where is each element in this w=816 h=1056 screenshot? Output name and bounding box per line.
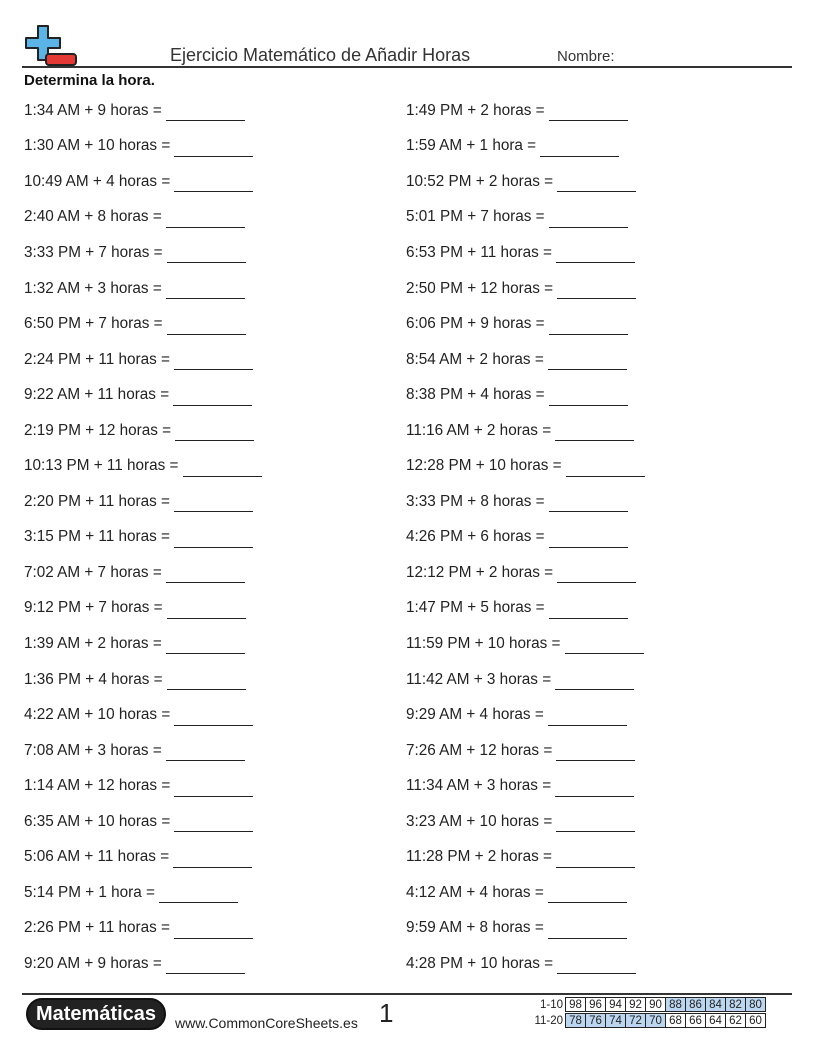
problem-item bbox=[406, 306, 645, 342]
answer-blank[interactable] bbox=[167, 320, 246, 335]
problem-text: 3:23 AM + 10 horas = bbox=[406, 812, 553, 830]
answer-blank[interactable] bbox=[549, 391, 628, 406]
problem-text: 2:24 PM + 11 horas = bbox=[24, 350, 170, 368]
problem-item bbox=[24, 839, 262, 875]
answer-blank[interactable] bbox=[548, 355, 627, 370]
answer-blank[interactable] bbox=[548, 711, 627, 726]
score-cell: 90 bbox=[645, 997, 666, 1012]
score-cell: 68 bbox=[665, 1013, 686, 1028]
answer-blank[interactable] bbox=[166, 213, 245, 228]
score-cell: 64 bbox=[705, 1013, 726, 1028]
problem-text: 11:42 AM + 3 horas = bbox=[406, 670, 552, 688]
problem-text: 3:15 PM + 11 horas = bbox=[24, 528, 170, 546]
problem-item bbox=[406, 733, 645, 769]
score-row-label: 1-10 bbox=[539, 998, 563, 1011]
problem-text: 2:20 PM + 11 horas = bbox=[24, 492, 170, 510]
problem-text: 11:59 PM + 10 horas = bbox=[406, 634, 561, 652]
problem-item bbox=[406, 946, 645, 982]
problem-text: 7:02 AM + 7 horas = bbox=[24, 563, 162, 581]
problem-item bbox=[406, 697, 645, 733]
problem-item bbox=[24, 591, 262, 627]
problem-text: 1:34 AM + 9 horas = bbox=[24, 101, 162, 119]
problem-text: 2:40 AM + 8 horas = bbox=[24, 208, 162, 226]
answer-blank[interactable] bbox=[557, 284, 636, 299]
problem-item bbox=[24, 911, 262, 947]
answer-blank[interactable] bbox=[549, 320, 628, 335]
problem-item bbox=[24, 377, 262, 413]
problem-item bbox=[24, 484, 262, 520]
answer-blank[interactable] bbox=[167, 248, 246, 263]
problem-item bbox=[406, 93, 645, 129]
answer-blank[interactable] bbox=[174, 497, 253, 512]
problem-item bbox=[24, 733, 262, 769]
score-cell: 94 bbox=[605, 997, 626, 1012]
problem-item bbox=[406, 164, 645, 200]
score-cell: 80 bbox=[745, 997, 766, 1012]
score-cell: 62 bbox=[725, 1013, 746, 1028]
problem-item bbox=[24, 768, 262, 804]
answer-blank[interactable] bbox=[166, 746, 245, 761]
answer-blank[interactable] bbox=[555, 675, 634, 690]
score-row-label: 11-20 bbox=[534, 1014, 563, 1027]
answer-blank[interactable] bbox=[555, 782, 634, 797]
problem-text: 8:38 PM + 4 horas = bbox=[406, 386, 545, 404]
problem-item bbox=[406, 555, 645, 591]
problem-text: 6:06 PM + 9 horas = bbox=[406, 315, 545, 333]
problem-item bbox=[24, 804, 262, 840]
site-url: www.CommonCoreSheets.es bbox=[175, 1015, 358, 1031]
answer-blank[interactable] bbox=[166, 568, 245, 583]
problems-right-column bbox=[406, 93, 645, 982]
answer-blank[interactable] bbox=[557, 568, 636, 583]
problem-text: 9:12 PM + 7 horas = bbox=[24, 599, 163, 617]
answer-blank[interactable] bbox=[549, 533, 628, 548]
problem-text: 6:35 AM + 10 horas = bbox=[24, 812, 171, 830]
problem-item bbox=[24, 448, 262, 484]
problem-item bbox=[24, 129, 262, 165]
answer-blank[interactable] bbox=[167, 604, 246, 619]
score-row bbox=[530, 1012, 766, 1029]
brand-badge: Matemáticas bbox=[26, 998, 166, 1030]
problem-text: 11:28 PM + 2 horas = bbox=[406, 848, 552, 866]
problem-text: 10:52 PM + 2 horas = bbox=[406, 172, 554, 190]
answer-blank[interactable] bbox=[174, 177, 253, 192]
answer-blank[interactable] bbox=[166, 284, 245, 299]
problem-item bbox=[406, 484, 645, 520]
problem-item bbox=[406, 448, 645, 484]
worksheet-title: Ejercicio Matemático de Añadir Horas bbox=[170, 45, 471, 65]
problem-item bbox=[24, 164, 262, 200]
problem-text: 4:26 PM + 6 horas = bbox=[406, 528, 545, 546]
problem-item bbox=[24, 235, 262, 271]
problem-item bbox=[24, 555, 262, 591]
score-cell: 86 bbox=[685, 997, 706, 1012]
problem-text: 11:16 AM + 2 horas = bbox=[406, 421, 552, 439]
problem-item bbox=[406, 413, 645, 449]
problem-text: 3:33 PM + 8 horas = bbox=[406, 492, 545, 510]
answer-blank[interactable] bbox=[540, 142, 619, 157]
problem-item bbox=[406, 662, 645, 698]
problem-text: 9:20 AM + 9 horas = bbox=[24, 954, 162, 972]
problem-item bbox=[24, 697, 262, 733]
score-cell: 96 bbox=[585, 997, 606, 1012]
score-cell: 76 bbox=[585, 1013, 606, 1028]
problem-text: 6:50 PM + 7 horas = bbox=[24, 315, 163, 333]
problem-item bbox=[406, 342, 645, 378]
answer-blank[interactable] bbox=[566, 462, 645, 477]
answer-blank[interactable] bbox=[174, 355, 253, 370]
answer-blank[interactable] bbox=[548, 924, 627, 939]
answer-blank[interactable] bbox=[166, 639, 245, 654]
answer-blank[interactable] bbox=[166, 106, 245, 121]
answer-blank[interactable] bbox=[556, 817, 635, 832]
problem-text: 1:59 AM + 1 hora = bbox=[406, 137, 537, 155]
problem-item bbox=[24, 200, 262, 236]
problem-item bbox=[24, 662, 262, 698]
problems-left-column bbox=[24, 93, 262, 982]
answer-blank[interactable] bbox=[174, 142, 253, 157]
problem-item bbox=[406, 271, 645, 307]
answer-blank[interactable] bbox=[555, 426, 634, 441]
problem-item bbox=[406, 875, 645, 911]
problem-item bbox=[406, 768, 645, 804]
problem-item bbox=[406, 520, 645, 556]
answer-blank[interactable] bbox=[174, 924, 253, 939]
problem-item bbox=[24, 342, 262, 378]
plus-minus-logo-icon bbox=[24, 24, 80, 68]
problem-text: 1:30 AM + 10 horas = bbox=[24, 137, 171, 155]
problem-text: 2:19 PM + 12 horas = bbox=[24, 421, 172, 439]
problem-text: 12:12 PM + 2 horas = bbox=[406, 563, 554, 581]
problem-item bbox=[406, 626, 645, 662]
problem-text: 1:14 AM + 12 horas = bbox=[24, 777, 171, 795]
answer-blank[interactable] bbox=[556, 248, 635, 263]
problem-text: 9:59 AM + 8 horas = bbox=[406, 919, 544, 937]
problem-text: 5:01 PM + 7 horas = bbox=[406, 208, 545, 226]
score-cell: 70 bbox=[645, 1013, 666, 1028]
problem-text: 7:08 AM + 3 horas = bbox=[24, 741, 162, 759]
problem-item bbox=[406, 129, 645, 165]
answer-blank[interactable] bbox=[549, 497, 628, 512]
answer-blank[interactable] bbox=[549, 604, 628, 619]
answer-blank[interactable] bbox=[159, 888, 238, 903]
problem-text: 10:13 PM + 11 horas = bbox=[24, 457, 179, 475]
score-cell: 82 bbox=[725, 997, 746, 1012]
answer-blank[interactable] bbox=[173, 391, 252, 406]
problem-text: 4:22 AM + 10 horas = bbox=[24, 706, 171, 724]
score-cell: 66 bbox=[685, 1013, 706, 1028]
answer-blank[interactable] bbox=[167, 675, 246, 690]
problem-text: 9:22 AM + 11 horas = bbox=[24, 386, 170, 404]
answer-blank[interactable] bbox=[166, 959, 245, 974]
score-cell: 74 bbox=[605, 1013, 626, 1028]
problem-item bbox=[406, 804, 645, 840]
answer-blank[interactable] bbox=[175, 426, 254, 441]
footer-divider bbox=[22, 993, 792, 995]
score-cell: 88 bbox=[665, 997, 686, 1012]
problem-item bbox=[24, 946, 262, 982]
answer-blank[interactable] bbox=[174, 782, 253, 797]
problem-item bbox=[406, 235, 645, 271]
problem-text: 1:39 AM + 2 horas = bbox=[24, 634, 162, 652]
problem-text: 8:54 AM + 2 horas = bbox=[406, 350, 544, 368]
answer-blank[interactable] bbox=[557, 177, 636, 192]
answer-blank[interactable] bbox=[183, 462, 262, 477]
problem-text: 9:29 AM + 4 horas = bbox=[406, 706, 544, 724]
score-cell: 78 bbox=[565, 1013, 586, 1028]
problem-item bbox=[406, 839, 645, 875]
answer-blank[interactable] bbox=[548, 888, 627, 903]
problem-item bbox=[24, 271, 262, 307]
answer-blank[interactable] bbox=[557, 959, 636, 974]
problem-text: 2:50 PM + 12 horas = bbox=[406, 279, 554, 297]
score-cell: 84 bbox=[705, 997, 726, 1012]
header-divider bbox=[22, 66, 792, 68]
problem-text: 1:47 PM + 5 horas = bbox=[406, 599, 545, 617]
problem-item bbox=[406, 200, 645, 236]
problem-text: 11:34 AM + 3 horas = bbox=[406, 777, 552, 795]
problem-item bbox=[406, 591, 645, 627]
problem-text: 3:33 PM + 7 horas = bbox=[24, 243, 163, 261]
problem-item bbox=[24, 93, 262, 129]
problem-item bbox=[24, 626, 262, 662]
problem-item bbox=[24, 306, 262, 342]
score-table bbox=[530, 996, 766, 1029]
problem-text: 4:28 PM + 10 horas = bbox=[406, 954, 554, 972]
problem-text: 1:36 PM + 4 horas = bbox=[24, 670, 163, 688]
answer-blank[interactable] bbox=[174, 711, 253, 726]
name-field-label: Nombre: bbox=[557, 48, 615, 65]
problem-text: 6:53 PM + 11 horas = bbox=[406, 243, 552, 261]
problem-item bbox=[406, 377, 645, 413]
problem-text: 1:49 PM + 2 horas = bbox=[406, 101, 545, 119]
problem-item bbox=[406, 911, 645, 947]
answer-blank[interactable] bbox=[173, 853, 252, 868]
problem-text: 5:06 AM + 11 horas = bbox=[24, 848, 170, 866]
problem-item bbox=[24, 520, 262, 556]
answer-blank[interactable] bbox=[556, 853, 635, 868]
answer-blank[interactable] bbox=[549, 106, 628, 121]
answer-blank[interactable] bbox=[556, 746, 635, 761]
problem-item bbox=[24, 413, 262, 449]
problem-item bbox=[24, 875, 262, 911]
score-cell: 72 bbox=[625, 1013, 646, 1028]
problem-text: 7:26 AM + 12 horas = bbox=[406, 741, 553, 759]
answer-blank[interactable] bbox=[174, 533, 253, 548]
instructions: Determina la hora. bbox=[24, 72, 155, 89]
answer-blank[interactable] bbox=[174, 817, 253, 832]
answer-blank[interactable] bbox=[565, 639, 644, 654]
problem-text: 10:49 AM + 4 horas = bbox=[24, 172, 171, 190]
problem-text: 1:32 AM + 3 horas = bbox=[24, 279, 162, 297]
page-number: 1 bbox=[379, 998, 394, 1028]
problem-text: 5:14 PM + 1 hora = bbox=[24, 883, 155, 901]
problem-text: 2:26 PM + 11 horas = bbox=[24, 919, 170, 937]
answer-blank[interactable] bbox=[549, 213, 628, 228]
problem-text: 4:12 AM + 4 horas = bbox=[406, 883, 544, 901]
problem-text: 12:28 PM + 10 horas = bbox=[406, 457, 562, 475]
score-cell: 92 bbox=[625, 997, 646, 1012]
score-row bbox=[530, 996, 766, 1013]
score-cell: 60 bbox=[745, 1013, 766, 1028]
score-cell: 98 bbox=[565, 997, 586, 1012]
